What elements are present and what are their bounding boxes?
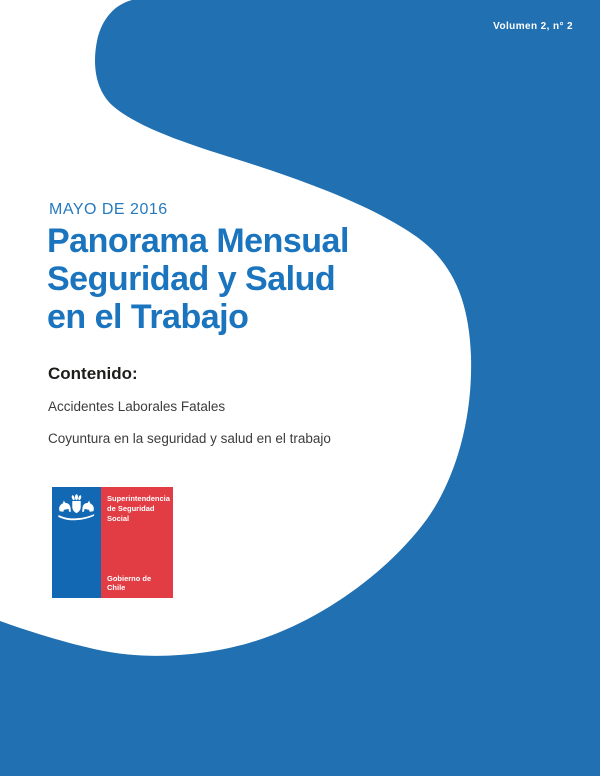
contents-heading: Contenido: <box>48 364 138 383</box>
logo-red-panel <box>101 487 173 598</box>
page-title-line-3: en el Trabajo <box>47 298 249 336</box>
contents-item: Accidentes Laborales Fatales <box>48 399 226 414</box>
page-title-line-1: Panorama Mensual <box>47 222 349 260</box>
page-title <box>47 222 349 336</box>
logo-blue-panel <box>52 487 101 598</box>
logo-government-label: Gobierno de Chile <box>107 574 152 592</box>
suseso-logo <box>52 487 173 598</box>
logo-institution-line-3: Social <box>107 513 130 523</box>
chile-coat-of-arms-icon <box>54 492 99 523</box>
issue-date: MAYO DE 2016 <box>49 201 168 218</box>
contents-item: Coyuntura en la seguridad y salud en el trabajo <box>48 431 331 446</box>
volume-label: Volumen 2, n° 2 <box>493 21 573 32</box>
page-title-line-2: Seguridad y Salud <box>47 260 336 298</box>
logo-institution-name <box>107 494 170 523</box>
logo-institution-line-2: de Seguridad <box>107 503 155 513</box>
logo-institution-line-1: Superintendencia <box>107 494 170 503</box>
